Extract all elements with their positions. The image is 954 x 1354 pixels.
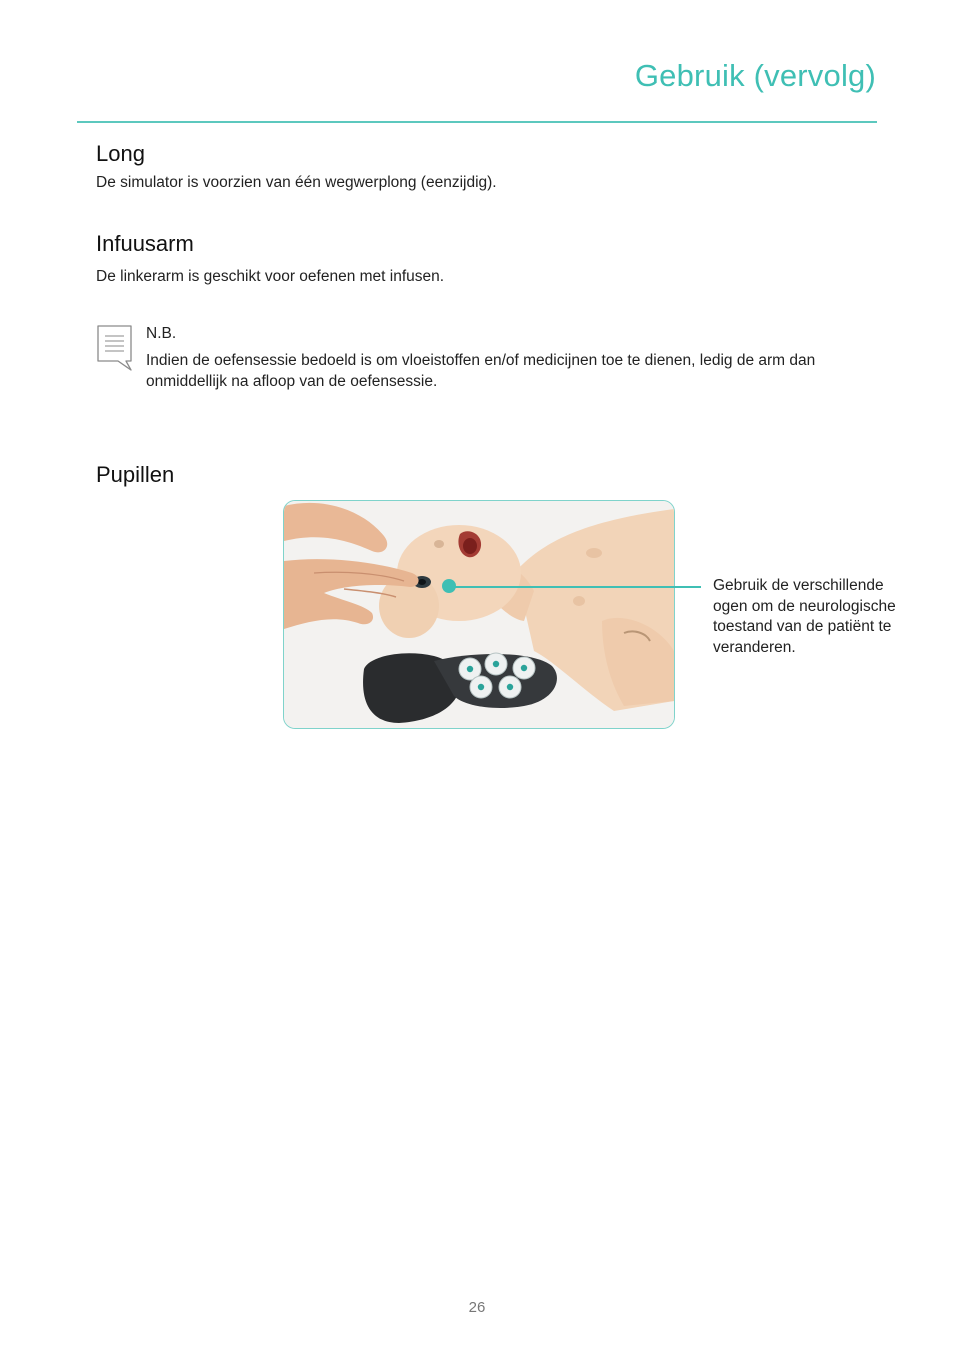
title-rule xyxy=(77,121,877,123)
note-icon xyxy=(96,324,134,377)
long-body: De simulator is voorzien van één wegwerplong (eenzijdig). xyxy=(96,174,497,191)
heading-infuusarm: Infuusarm xyxy=(96,231,194,256)
callout-line xyxy=(449,586,701,588)
infuusarm-body: De linkerarm is geschikt voor oefenen met infusen. xyxy=(96,268,445,285)
page-number: 26 xyxy=(468,1299,486,1316)
page-title: Gebruik (vervolg) xyxy=(634,58,876,93)
manikin-photo xyxy=(283,500,675,729)
callout-dot xyxy=(442,579,456,593)
heading-pupillen: Pupillen xyxy=(96,462,175,487)
heading-long: Long xyxy=(96,141,145,166)
note-label: N.B. xyxy=(146,325,177,342)
note-text: Indien de oefensessie bedoeld is om vloeistoffen en/of medicijnen toe te dienen, ledig de arm dan onmiddellijk na afloop van de oefensessie. xyxy=(146,352,816,390)
pupillen-callout-text: Gebruik de verschillende ogen om de neurologische toestand van de patiënt te veranderen. xyxy=(713,577,896,656)
